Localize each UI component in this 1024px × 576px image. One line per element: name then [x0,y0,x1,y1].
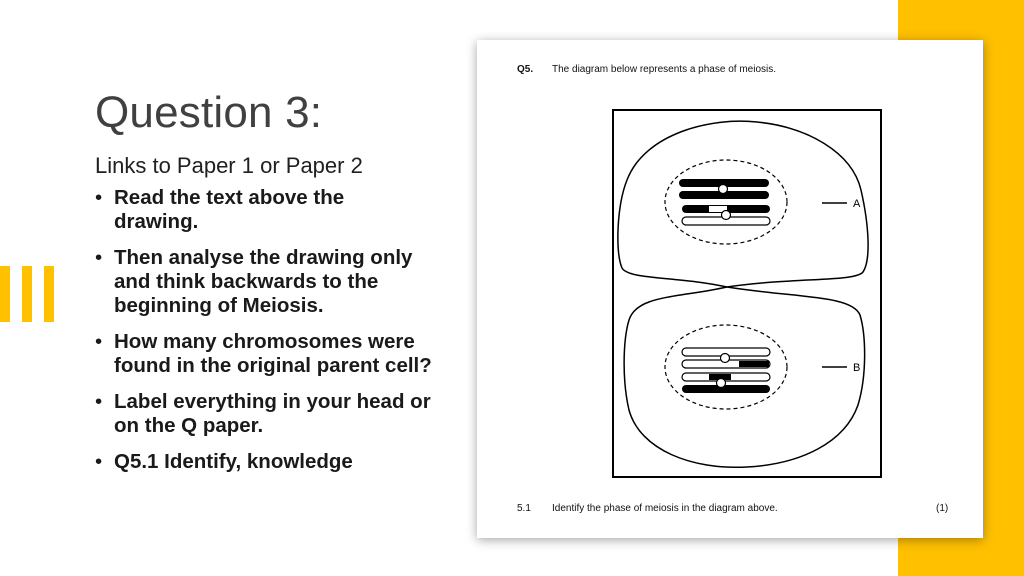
label-a: A [853,198,861,210]
sub-question-number: 5.1 [517,503,531,514]
slide-title: Question 3: [95,88,323,137]
centromere [721,354,730,363]
accent-mark-1 [0,266,10,322]
bullet-item: • Read the text above the drawing. [92,186,432,234]
centromere [722,211,731,220]
chromatid [682,385,770,393]
bullet-item: • Q5.1 Identify, knowledge [92,450,432,474]
bullet-item: • Label everything in your head or on the Q paper. [92,390,432,438]
slide-subtitle: Links to Paper 1 or Paper 2 [95,153,363,178]
bullet-item: • How many chromosomes were found in the original parent cell? [92,330,432,378]
centromere [719,185,728,194]
label-b: B [853,362,861,374]
sub-question-text: Identify the phase of meiosis in the diagram above. [552,503,778,514]
question-text: The diagram below represents a phase of meiosis. [552,64,777,75]
sub-question-marks: (1) [936,503,949,514]
accent-mark-3 [44,266,54,322]
accent-mark-2 [22,266,32,322]
top-cell [618,121,868,287]
question-number: Q5. [517,64,534,75]
centromere [717,379,726,388]
bullet-list [92,186,432,486]
meiosis-diagram [477,40,983,538]
question-paper-image [477,40,983,538]
chromatid-band [739,361,769,367]
bullet-item: • Then analyse the drawing only and think backwards to the beginning of Meiosis. [92,246,432,318]
